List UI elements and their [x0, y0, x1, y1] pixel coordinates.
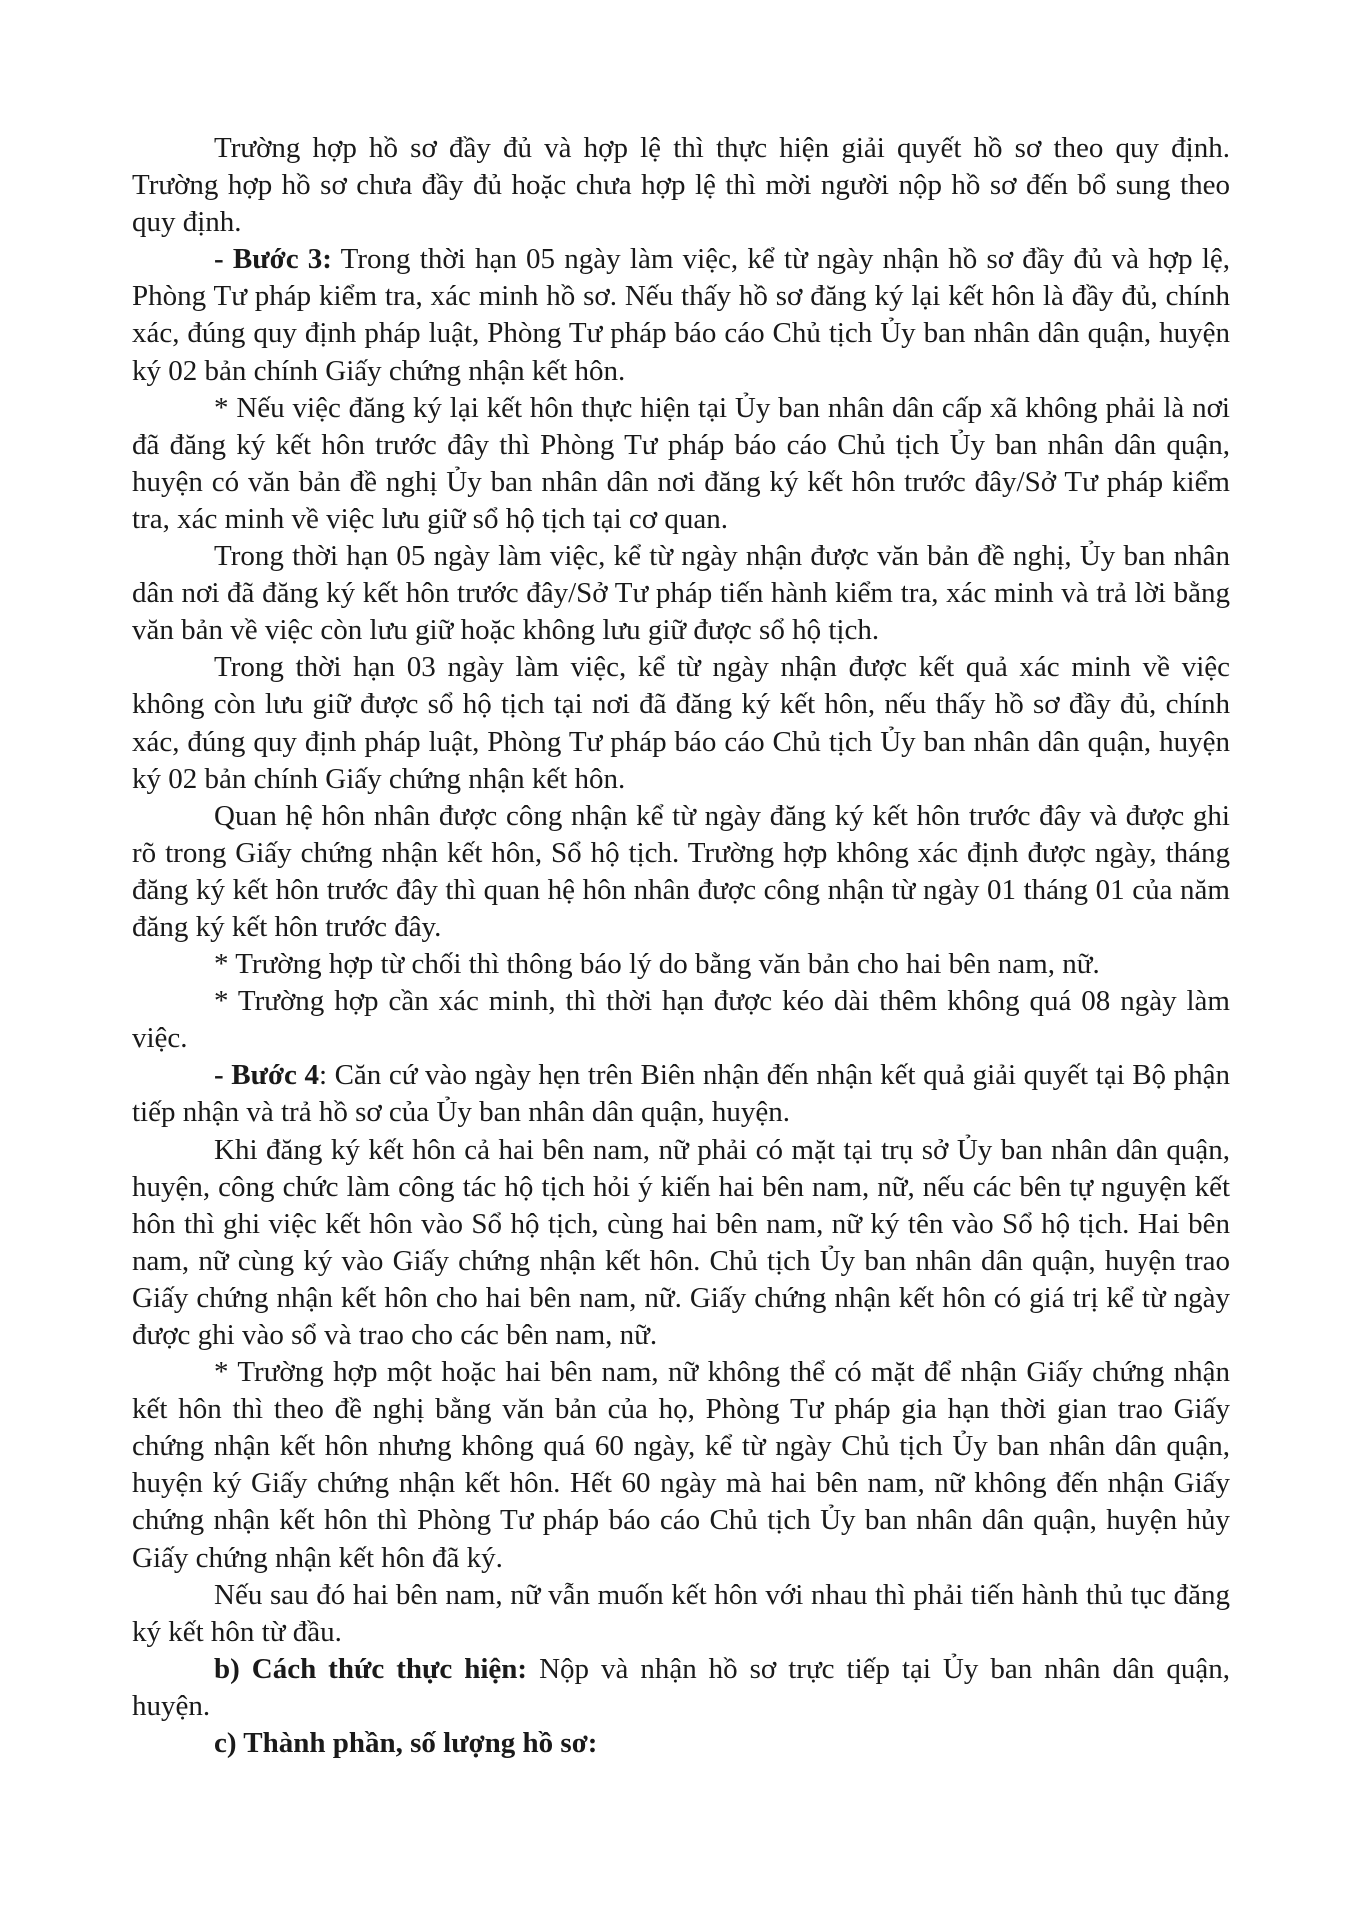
paragraph-3 — [132, 390, 1230, 538]
paragraph-step-3 — [132, 241, 1230, 389]
paragraph-12 — [132, 1577, 1230, 1651]
paragraph-text: : Căn cứ vào ngày hẹn trên Biên nhận đến nhận kết quả giải quyết tại Bộ phận tiếp nhận và trả hồ sơ của Ủy ban nhân dân quận, huyện. — [132, 1059, 1230, 1129]
paragraph-text: Trường hợp hồ sơ đầy đủ và hợp lệ thì thực hiện giải quyết hồ sơ theo quy định. Trường hợp hồ sơ chưa đầy đủ hoặc chưa hợp lệ thì mời người nộp hồ sơ đến bổ sung theo quy định. — [132, 132, 1230, 239]
paragraph-text: * Trường hợp một hoặc hai bên nam, nữ không thể có mặt để nhận Giấy chứng nhận kết hôn thì theo đề nghị bằng văn bản của họ, Phòng Tư pháp gia hạn thời gian trao Giấy chứng nhận kết hôn nhưng không quá 60 ngày, kể từ ngày Chủ tịch Ủy ban nhân dân quận, huyện ký Giấy chứng nhận kết hôn. Hết 60 ngày mà hai bên nam, nữ không đến nhận Giấy chứng nhận kết hôn thì Phòng Tư pháp báo cáo Chủ tịch Ủy ban nhân dân quận, huyện hủy Giấy chứng nhận kết hôn đã ký. — [132, 1356, 1230, 1574]
paragraph-label: - Bước 3: — [214, 243, 332, 276]
paragraph-6 — [132, 798, 1230, 946]
paragraph-1 — [132, 130, 1230, 241]
paragraph-5 — [132, 649, 1230, 797]
paragraph-11 — [132, 1354, 1230, 1577]
paragraph-label: b) Cách thức thực hiện: — [214, 1652, 528, 1685]
paragraph-text: Khi đăng ký kết hôn cả hai bên nam, nữ phải có mặt tại trụ sở Ủy ban nhân dân quận, huyện, công chức làm công tác hộ tịch hỏi ý kiến hai bên nam, nữ, nếu các bên tự nguyện kết hôn thì ghi việc kết hôn vào Sổ hộ tịch, cùng hai bên nam, nữ ký tên vào Sổ hộ tịch. Hai bên nam, nữ cùng ký vào Giấy chứng nhận kết hôn. Chủ tịch Ủy ban nhân dân quận, huyện trao Giấy chứng nhận kết hôn cho hai bên nam, nữ. Giấy chứng nhận kết hôn có giá trị kể từ ngày được ghi vào sổ và trao cho các bên nam, nữ. — [132, 1133, 1230, 1351]
paragraph-text: * Nếu việc đăng ký lại kết hôn thực hiện tại Ủy ban nhân dân cấp xã không phải là nơi đã đăng ký kết hôn trước đây thì Phòng Tư pháp báo cáo Chủ tịch Ủy ban nhân dân quận, huyện có văn bản đề nghị Ủy ban nhân dân nơi đăng ký kết hôn trước đây/Sở Tư pháp kiểm tra, xác minh về việc lưu giữ sổ hộ tịch tại cơ quan. — [132, 391, 1230, 535]
section-b-heading — [132, 1651, 1230, 1725]
paragraph-4 — [132, 538, 1230, 649]
paragraph-text: * Trường hợp cần xác minh, thì thời hạn được kéo dài thêm không quá 08 ngày làm việc. — [132, 985, 1230, 1055]
document-page — [132, 130, 1230, 1762]
paragraph-text: Trong thời hạn 05 ngày làm việc, kể từ ngày nhận được văn bản đề nghị, Ủy ban nhân dân nơi đã đăng ký kết hôn trước đây/Sở Tư pháp tiến hành kiểm tra, xác minh và trả lời bằng văn bản về việc còn lưu giữ hoặc không lưu giữ được sổ hộ tịch. — [132, 540, 1230, 647]
paragraph-text: Nộp và nhận hồ sơ trực tiếp tại Ủy ban nhân dân quận, huyện. — [132, 1652, 1230, 1722]
paragraph-10 — [132, 1132, 1230, 1355]
paragraph-text: Nếu sau đó hai bên nam, nữ vẫn muốn kết hôn với nhau thì phải tiến hành thủ tục đăng ký kết hôn từ đầu. — [132, 1578, 1230, 1648]
paragraph-label: c) Thành phần, số lượng hồ sơ: — [214, 1727, 598, 1760]
paragraph-text: Trong thời hạn 03 ngày làm việc, kể từ ngày nhận được kết quả xác minh về việc không còn lưu giữ được sổ hộ tịch tại nơi đã đăng ký kết hôn, nếu thấy hồ sơ đầy đủ, chính xác, đúng quy định pháp luật, Phòng Tư pháp báo cáo Chủ tịch Ủy ban nhân dân quận, huyện ký 02 bản chính Giấy chứng nhận kết hôn. — [132, 651, 1230, 795]
paragraph-text: * Trường hợp từ chối thì thông báo lý do bằng văn bản cho hai bên nam, nữ. — [214, 948, 1100, 981]
paragraph-text: Quan hệ hôn nhân được công nhận kể từ ngày đăng ký kết hôn trước đây và được ghi rõ trong Giấy chứng nhận kết hôn, Sổ hộ tịch. Trường hợp không xác định được ngày, tháng đăng ký kết hôn trước đây thì quan hệ hôn nhân được công nhận từ ngày 01 tháng 01 của năm đăng ký kết hôn trước đây. — [132, 799, 1230, 943]
paragraph-7 — [132, 946, 1230, 983]
paragraph-text: Trong thời hạn 05 ngày làm việc, kể từ ngày nhận hồ sơ đầy đủ và hợp lệ, Phòng Tư pháp kiểm tra, xác minh hồ sơ. Nếu thấy hồ sơ đăng ký lại kết hôn là đầy đủ, chính xác, đúng quy định pháp luật, Phòng Tư pháp báo cáo Chủ tịch Ủy ban nhân dân quận, huyện ký 02 bản chính Giấy chứng nhận kết hôn. — [132, 243, 1230, 387]
paragraph-label: - Bước 4 — [214, 1059, 319, 1092]
section-c-heading — [132, 1725, 1230, 1762]
paragraph-8 — [132, 983, 1230, 1057]
paragraph-step-4 — [132, 1057, 1230, 1131]
